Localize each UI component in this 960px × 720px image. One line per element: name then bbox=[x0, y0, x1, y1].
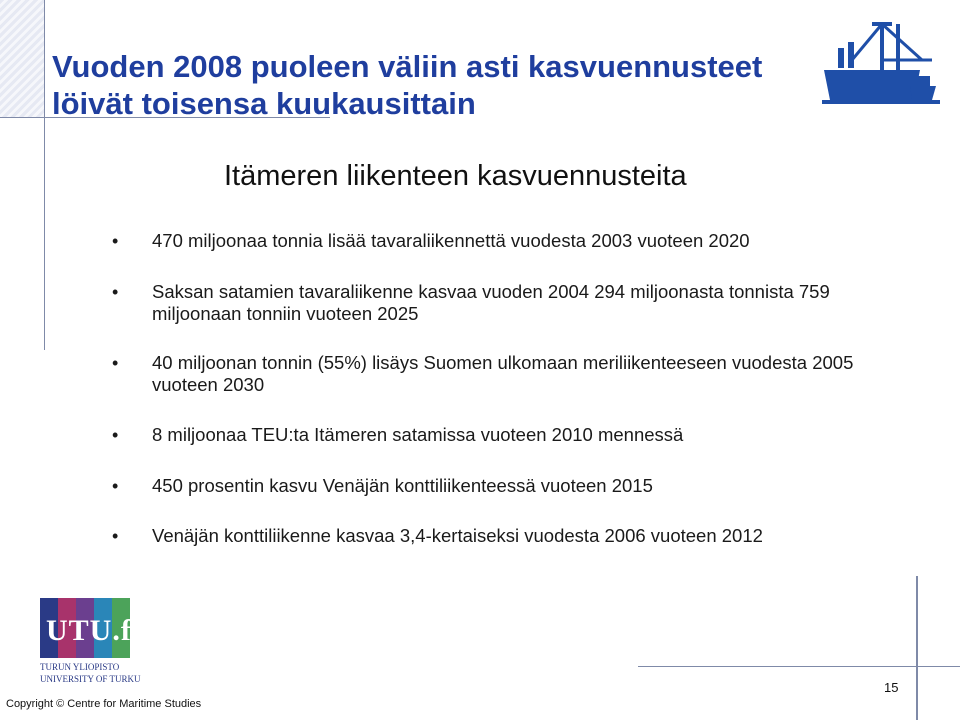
bullet-dot: • bbox=[112, 353, 119, 373]
port-crane-ship-icon bbox=[822, 20, 940, 110]
footer-vertical-rule bbox=[916, 576, 918, 720]
bullet-dot: • bbox=[112, 526, 119, 546]
bullet-dot: • bbox=[112, 476, 119, 496]
bullet-dot: • bbox=[112, 282, 119, 302]
bullet-text: 470 miljoonaa tonnia lisää tavaraliikennettä vuodesta 2003 vuoteen 2020 bbox=[152, 230, 750, 251]
footer-horizontal-rule bbox=[638, 666, 960, 667]
bullet-dot: • bbox=[112, 231, 119, 251]
bullet-text: 450 prosentin kasvu Venäjän konttiliikenteessä vuoteen 2015 bbox=[152, 475, 653, 496]
university-logo bbox=[40, 598, 142, 688]
left-vertical-rule bbox=[44, 0, 45, 350]
university-name-en: UNIVERSITY OF TURKU bbox=[40, 674, 141, 684]
bullet-text: 8 miljoonaa TEU:ta Itämeren satamissa vuoteen 2010 mennessä bbox=[152, 424, 684, 445]
bullet-text: 40 miljoonan tonnin (55%) lisäys Suomen ulkomaan meriliikenteeseen vuodesta 2005 vuoteen 2030 bbox=[152, 352, 854, 395]
bullet-text: Venäjän konttiliikenne kasvaa 3,4-kertaiseksi vuodesta 2006 vuoteen 2012 bbox=[152, 525, 763, 546]
university-logo-mark: UTU.fi bbox=[46, 614, 142, 647]
title-line-1: Vuoden 2008 puoleen väliin asti kasvuennusteet bbox=[52, 49, 763, 84]
university-name-fi: TURUN YLIOPISTO bbox=[40, 662, 120, 672]
bullet-dot: • bbox=[112, 425, 119, 445]
page-number: 15 bbox=[884, 680, 899, 695]
title-line-2: löivät toisensa kuukausittain bbox=[52, 86, 476, 121]
footer-copyright: Copyright © Centre for Maritime Studies bbox=[6, 698, 202, 710]
corner-texture bbox=[0, 0, 44, 118]
slide-subtitle: Itämeren liikenteen kasvuennusteita bbox=[224, 160, 687, 192]
slide-title bbox=[52, 48, 812, 122]
bullet-text: Saksan satamien tavaraliikenne kasvaa vuoden 2004 294 miljoonasta tonnista 759 miljoonaan tonniin vuoteen 2025 bbox=[152, 281, 830, 324]
